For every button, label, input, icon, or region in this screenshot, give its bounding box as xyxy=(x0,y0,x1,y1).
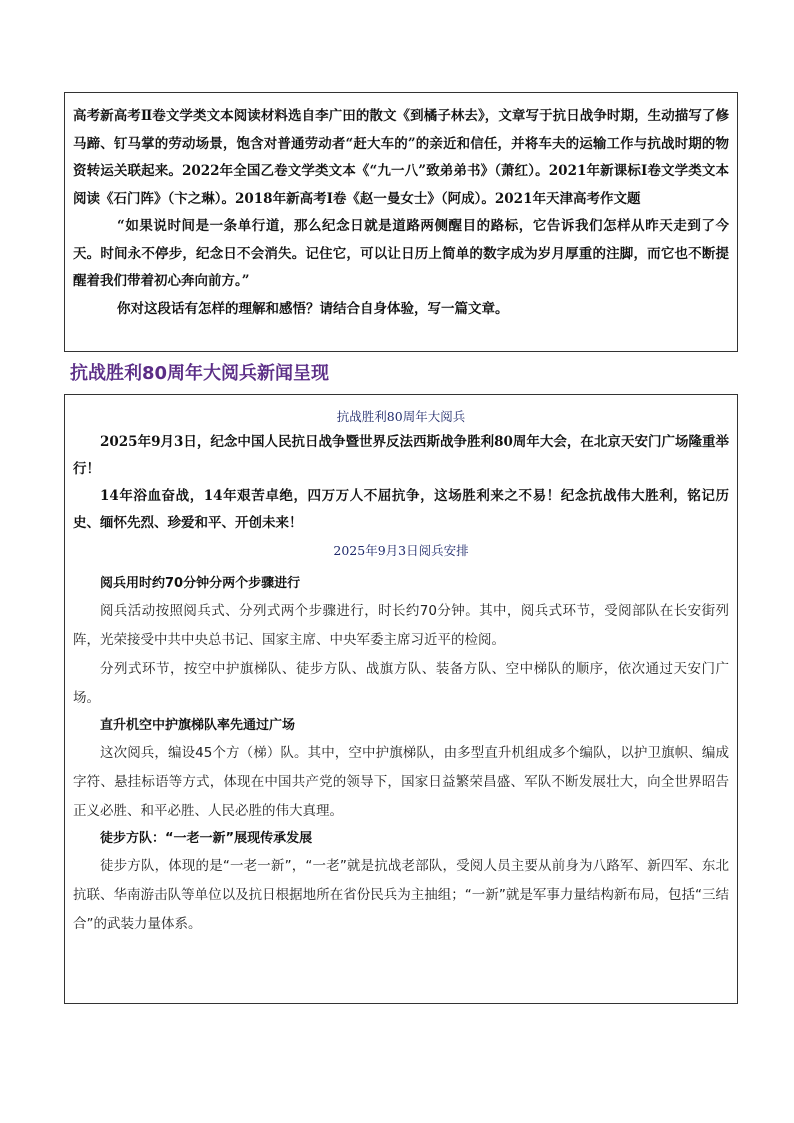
section-2-paragraph-1: 这次阅兵，编设45个方（梯）队。其中，空中护旗梯队，由多型直升机组成多个编队，以护卫旗帜、编成字符、悬挂标语等方式，体现在中国共产党的领导下，国家日益繁荣昌盛、军队不断发展壮大，向全世界昭告正义必胜、和平必胜、人民必胜的伟大真理。 xyxy=(73,745,729,819)
section-3-paragraph-1: 徒步方队，体现的是“一老一新”，“一老”就是抗战老部队，受阅人员主要从前身为八路军、新四军、东北抗联、华南游击队等单位以及抗日根据地所在省份民兵为主抽组；“一新”就是军事力量结构新布局，包括“三结合”的武装力量体系。 xyxy=(73,858,729,932)
news-intro-1: 2025年9月3日，纪念中国人民抗日战争暨世界反法西斯战争胜利80周年大会，在北京天安门广场隆重举行！ xyxy=(73,434,729,477)
section-2-heading: 直升机空中护旗梯队率先通过广场 xyxy=(100,718,296,733)
tianjin-essay-quote: “如果说时间是一条单行道，那么纪念日就是道路两侧醒目的路标，它告诉我们怎样从昨天走到了今天。时间永不停步，纪念日不会消失。记住它，可以让日历上简单的数字成为岁月厚重的注脚，而它也不断提醒着我们带着初心奔向前方。” xyxy=(73,218,729,289)
reading-material-box xyxy=(64,92,738,352)
essay-prompt: 你对这段话有怎样的理解和感悟？请结合自身体验，写一篇文章。 xyxy=(117,300,509,317)
parade-schedule-subtitle: 2025年9月3日阅兵安排 xyxy=(333,543,469,558)
section-heading: 抗战胜利80周年大阅兵新闻呈现 xyxy=(70,363,330,384)
exam-materials-paragraph: 高考新高考Ⅱ卷文学类文本阅读材料选自李广田的散文《到橘子林去》，文章写于抗日战争时期，生动描写了修马蹄、钉马掌的劳动场景，饱含对普通劳动者“赶大车的”的亲近和信任，并将车夫的运输工作与抗战时期的物资转运关联起来。2022年全国乙卷文学类文本《“九一八”致弟弟书》（萧红）。2021年新课标Ⅰ卷文学类文本阅读《石门阵》（卞之琳）。2018年新高考Ⅰ卷《赵一曼女士》（阿成）。2021年天津高考作文题 xyxy=(73,108,729,207)
news-intro-2: 14年浴血奋战，14年艰苦卓绝，四万万人不屈抗争，这场胜利来之不易！纪念抗战伟大胜利，铭记历史、缅怀先烈、珍爱和平、开创未来！ xyxy=(73,488,729,531)
news-title: 抗战胜利80周年大阅兵 xyxy=(336,409,466,424)
section-1-paragraph-2: 分列式环节，按空中护旗梯队、徒步方队、战旗方队、装备方队、空中梯队的顺序，依次通过天安门广场。 xyxy=(73,661,729,706)
section-1-heading: 阅兵用时约70分钟分两个步骤进行 xyxy=(100,576,301,591)
section-1-paragraph-1: 阅兵活动按照阅兵式、分列式两个步骤进行，时长约70分钟。其中，阅兵式环节，受阅部队在长安街列阵，光荣接受中共中央总书记、国家主席、中央军委主席习近平的检阅。 xyxy=(73,603,729,648)
section-3-heading: 徒步方队：“一老一新”展现传承发展 xyxy=(100,831,313,846)
news-box xyxy=(64,394,738,1004)
